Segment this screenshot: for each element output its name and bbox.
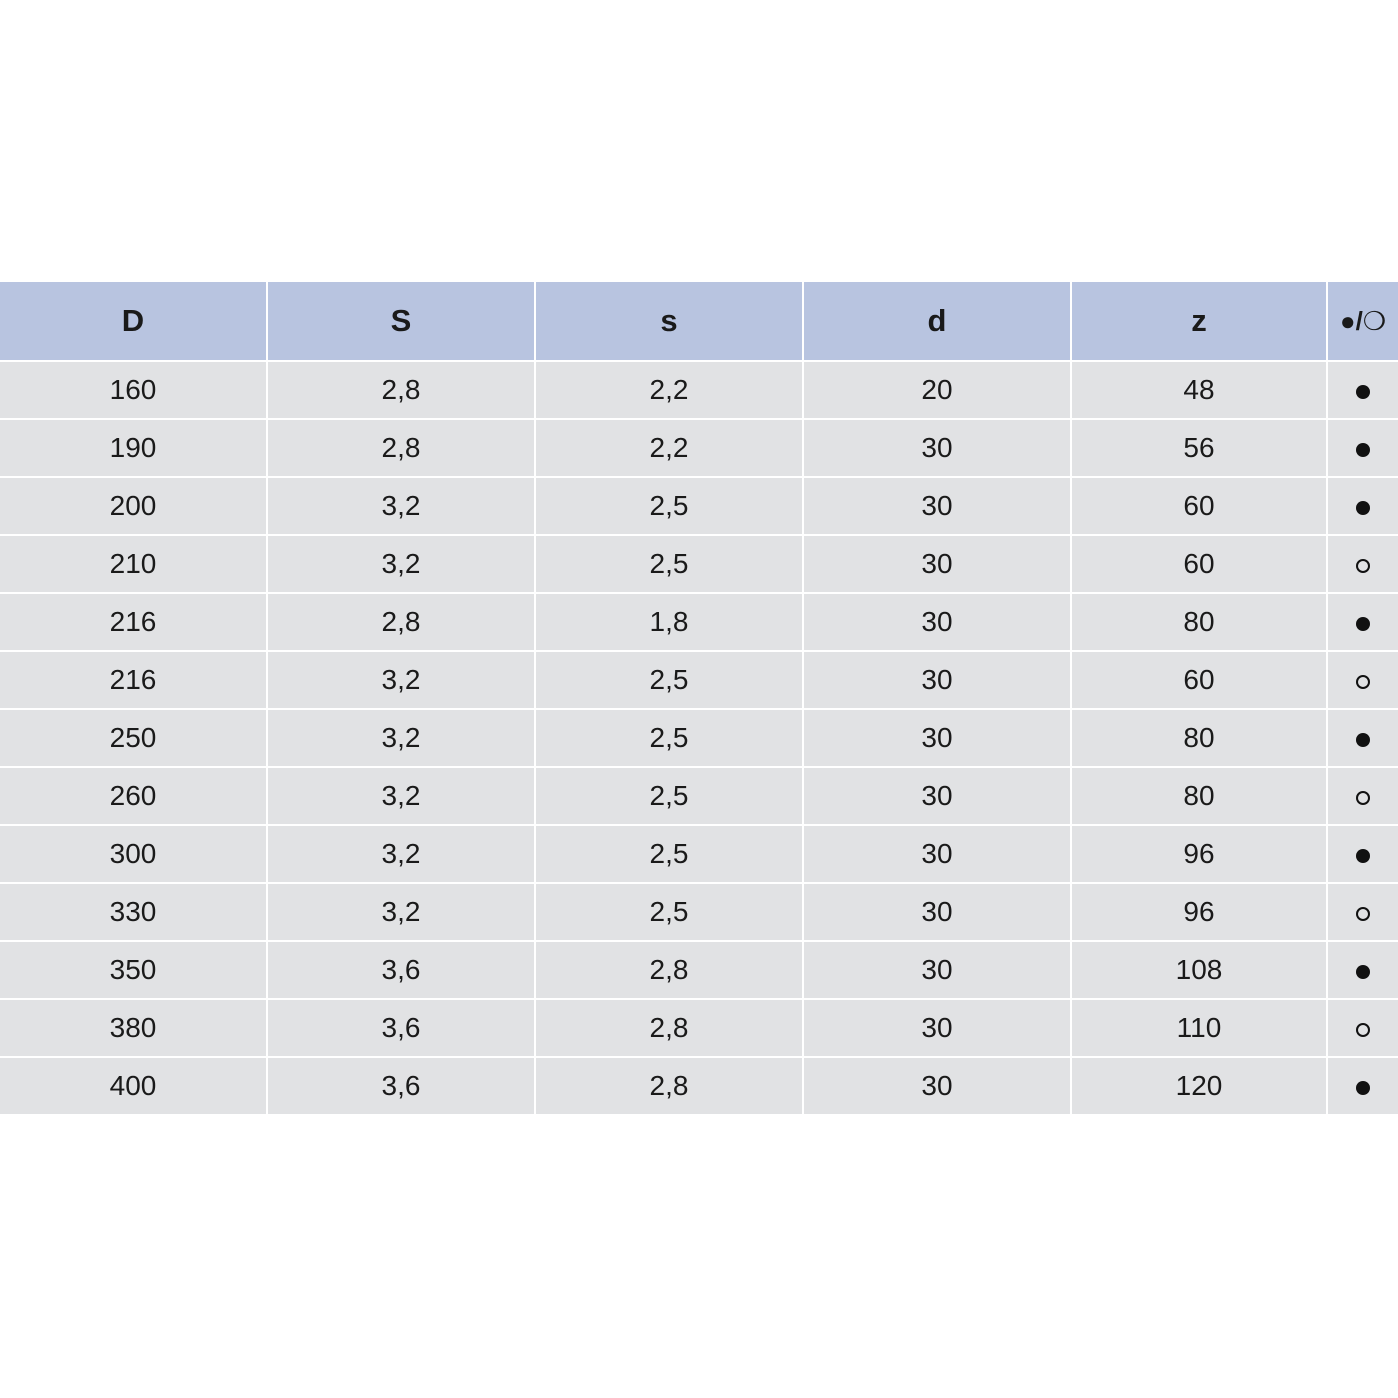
cell-S: 3,2 xyxy=(267,477,535,535)
cell-availability xyxy=(1327,999,1398,1057)
cell-d-lower: 30 xyxy=(803,535,1071,593)
table-header xyxy=(0,282,1398,361)
cell-D: 350 xyxy=(0,941,267,999)
cell-availability xyxy=(1327,361,1398,419)
cell-s-lower: 2,8 xyxy=(535,999,803,1057)
cell-availability xyxy=(1327,709,1398,767)
hollow-circle-icon xyxy=(1356,1023,1370,1037)
cell-availability xyxy=(1327,883,1398,941)
cell-d-lower: 30 xyxy=(803,593,1071,651)
cell-z: 96 xyxy=(1071,883,1327,941)
cell-d-lower: 30 xyxy=(803,1057,1071,1114)
table-body xyxy=(0,361,1398,1114)
header-row xyxy=(0,282,1398,361)
header-availability: ●/❍ xyxy=(1327,282,1398,361)
cell-z: 60 xyxy=(1071,477,1327,535)
cell-availability xyxy=(1327,825,1398,883)
table-row xyxy=(0,709,1398,767)
cell-D: 380 xyxy=(0,999,267,1057)
filled-circle-icon xyxy=(1356,849,1370,863)
cell-d-lower: 30 xyxy=(803,651,1071,709)
filled-circle-icon xyxy=(1356,385,1370,399)
cell-S: 3,2 xyxy=(267,767,535,825)
header-d-lower: d xyxy=(803,282,1071,361)
cell-z: 96 xyxy=(1071,825,1327,883)
cell-D: 216 xyxy=(0,651,267,709)
cell-S: 3,2 xyxy=(267,883,535,941)
table-row xyxy=(0,1057,1398,1114)
cell-s-lower: 2,5 xyxy=(535,477,803,535)
header-S: S xyxy=(267,282,535,361)
cell-D: 260 xyxy=(0,767,267,825)
hollow-circle-icon xyxy=(1356,559,1370,573)
cell-S: 3,2 xyxy=(267,709,535,767)
cell-S: 3,2 xyxy=(267,651,535,709)
spec-table xyxy=(0,282,1398,1114)
cell-S: 2,8 xyxy=(267,593,535,651)
cell-D: 330 xyxy=(0,883,267,941)
header-z: z xyxy=(1071,282,1327,361)
filled-circle-icon xyxy=(1356,965,1370,979)
cell-d-lower: 30 xyxy=(803,941,1071,999)
cell-s-lower: 2,5 xyxy=(535,883,803,941)
cell-s-lower: 2,2 xyxy=(535,419,803,477)
cell-s-lower: 2,8 xyxy=(535,941,803,999)
filled-circle-icon xyxy=(1356,1081,1370,1095)
cell-S: 3,2 xyxy=(267,825,535,883)
cell-d-lower: 30 xyxy=(803,883,1071,941)
cell-D: 300 xyxy=(0,825,267,883)
cell-S: 3,6 xyxy=(267,941,535,999)
table-row xyxy=(0,941,1398,999)
cell-d-lower: 30 xyxy=(803,825,1071,883)
table-row xyxy=(0,477,1398,535)
cell-z: 110 xyxy=(1071,999,1327,1057)
cell-z: 60 xyxy=(1071,651,1327,709)
table-row xyxy=(0,651,1398,709)
hollow-circle-icon xyxy=(1356,791,1370,805)
cell-D: 190 xyxy=(0,419,267,477)
cell-z: 80 xyxy=(1071,709,1327,767)
cell-S: 3,6 xyxy=(267,1057,535,1114)
cell-d-lower: 30 xyxy=(803,767,1071,825)
cell-availability xyxy=(1327,593,1398,651)
cell-S: 2,8 xyxy=(267,361,535,419)
table-row xyxy=(0,999,1398,1057)
cell-s-lower: 1,8 xyxy=(535,593,803,651)
cell-availability xyxy=(1327,941,1398,999)
table-row xyxy=(0,825,1398,883)
cell-z: 80 xyxy=(1071,767,1327,825)
cell-availability xyxy=(1327,767,1398,825)
cell-s-lower: 2,5 xyxy=(535,535,803,593)
cell-S: 3,2 xyxy=(267,535,535,593)
cell-d-lower: 30 xyxy=(803,999,1071,1057)
cell-d-lower: 30 xyxy=(803,419,1071,477)
cell-z: 108 xyxy=(1071,941,1327,999)
filled-circle-icon xyxy=(1356,617,1370,631)
cell-s-lower: 2,5 xyxy=(535,825,803,883)
cell-z: 80 xyxy=(1071,593,1327,651)
filled-circle-icon xyxy=(1356,733,1370,747)
cell-d-lower: 30 xyxy=(803,477,1071,535)
table-row xyxy=(0,767,1398,825)
cell-z: 48 xyxy=(1071,361,1327,419)
cell-D: 400 xyxy=(0,1057,267,1114)
cell-D: 210 xyxy=(0,535,267,593)
cell-d-lower: 20 xyxy=(803,361,1071,419)
header-D: D xyxy=(0,282,267,361)
cell-s-lower: 2,5 xyxy=(535,651,803,709)
cell-z: 60 xyxy=(1071,535,1327,593)
cell-s-lower: 2,5 xyxy=(535,709,803,767)
cell-D: 216 xyxy=(0,593,267,651)
cell-S: 3,6 xyxy=(267,999,535,1057)
cell-d-lower: 30 xyxy=(803,709,1071,767)
cell-z: 120 xyxy=(1071,1057,1327,1114)
table-row xyxy=(0,361,1398,419)
cell-S: 2,8 xyxy=(267,419,535,477)
cell-z: 56 xyxy=(1071,419,1327,477)
table-row xyxy=(0,535,1398,593)
cell-D: 160 xyxy=(0,361,267,419)
cell-s-lower: 2,8 xyxy=(535,1057,803,1114)
table-row xyxy=(0,593,1398,651)
hollow-circle-icon xyxy=(1356,675,1370,689)
filled-circle-icon xyxy=(1356,443,1370,457)
hollow-circle-icon xyxy=(1356,907,1370,921)
header-s-lower: s xyxy=(535,282,803,361)
cell-D: 250 xyxy=(0,709,267,767)
table-row xyxy=(0,883,1398,941)
filled-circle-icon xyxy=(1356,501,1370,515)
cell-availability xyxy=(1327,477,1398,535)
cell-D: 200 xyxy=(0,477,267,535)
cell-s-lower: 2,5 xyxy=(535,767,803,825)
cell-availability xyxy=(1327,651,1398,709)
cell-availability xyxy=(1327,419,1398,477)
table-row xyxy=(0,419,1398,477)
cell-availability xyxy=(1327,535,1398,593)
cell-availability xyxy=(1327,1057,1398,1114)
cell-s-lower: 2,2 xyxy=(535,361,803,419)
